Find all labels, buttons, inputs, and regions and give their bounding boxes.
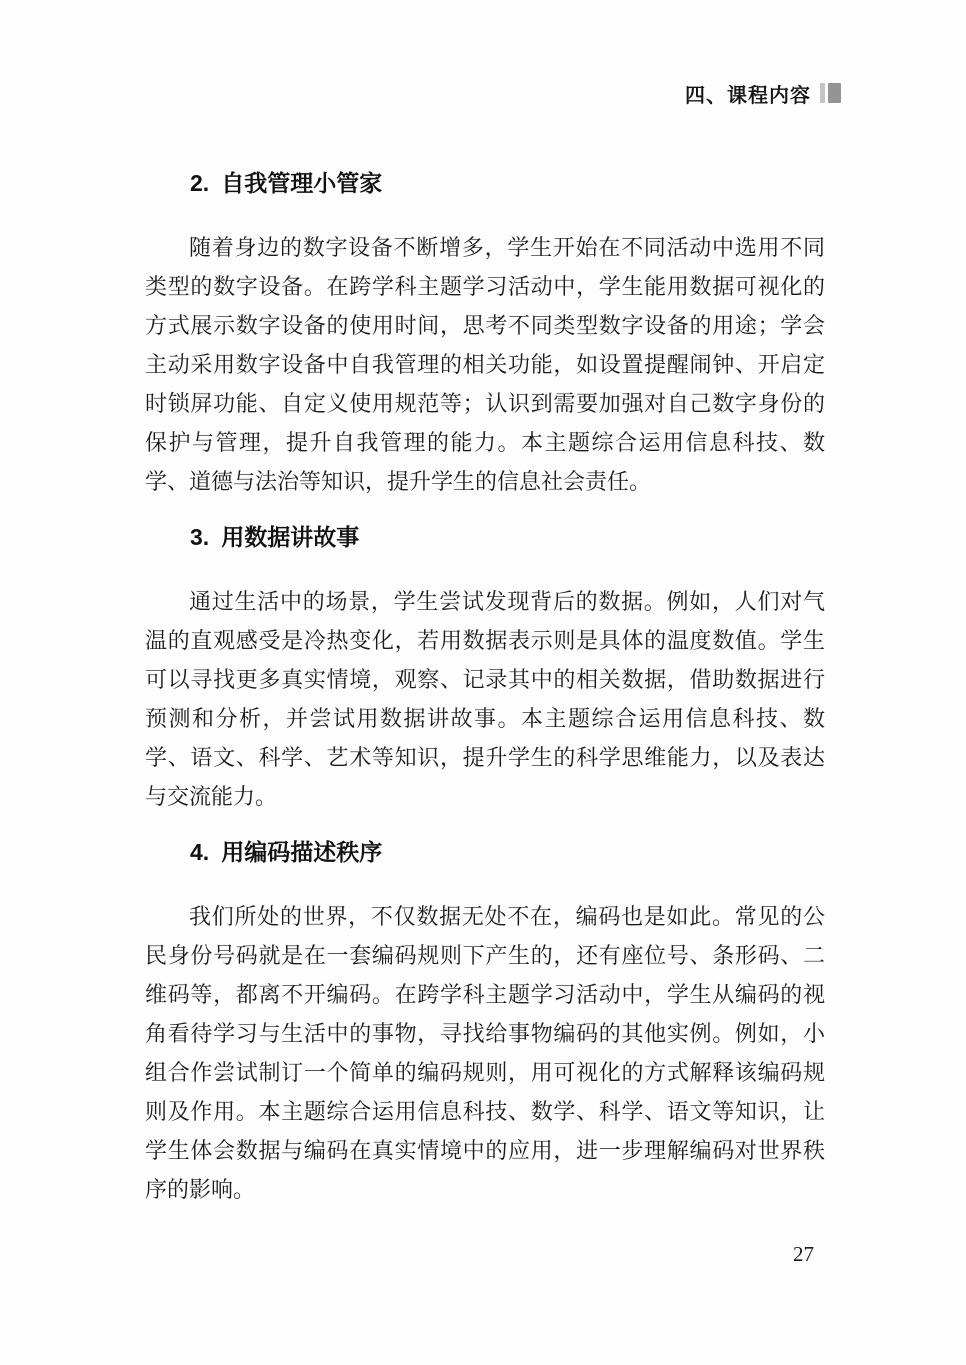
section-paragraph: [145, 897, 825, 1209]
section-self-management: [145, 168, 825, 501]
paragraph-line: 学、道德与法治等知识，提升学生的信息社会责任。: [145, 469, 652, 494]
running-header-title: 四、课程内容: [685, 84, 811, 107]
paragraph-line: 角看待学习与生活中的事物，寻找给事物编码的其他实例。例如，小: [145, 1021, 825, 1046]
section-data-storytelling: [145, 522, 825, 816]
paragraph-line: 学生体会数据与编码在真实情境中的应用，进一步理解编码对世界秩: [145, 1138, 825, 1163]
paragraph-line: 民身份号码就是在一套编码规则下产生的，还有座位号、条形码、二: [145, 943, 825, 968]
paragraph-line: 方式展示数字设备的使用时间，思考不同类型数字设备的用途；学会: [145, 313, 825, 338]
paragraph-line: 可以寻找更多真实情境，观察、记录其中的相关数据，借助数据进行: [145, 667, 825, 692]
section-title: 自我管理小管家: [221, 170, 383, 196]
page-content: [145, 168, 825, 1230]
section-paragraph: [145, 582, 825, 816]
section-number: 3.: [190, 524, 210, 550]
paragraph-line: 我们所处的世界，不仅数据无处不在，编码也是如此。常见的公: [189, 904, 825, 929]
section-number: 2.: [190, 170, 210, 196]
paragraph-line: 学、语文、科学、艺术等知识，提升学生的科学思维能力，以及表达: [145, 745, 825, 770]
paragraph-line: 序的影响。: [145, 1177, 256, 1202]
paragraph-line: 预测和分析，并尝试用数据讲故事。本主题综合运用信息科技、数: [145, 706, 825, 731]
paragraph-line: 维码等，都离不开编码。在跨学科主题学习活动中，学生从编码的视: [145, 982, 825, 1007]
paragraph-line: 类型的数字设备。在跨学科主题学习活动中，学生能用数据可视化的: [145, 274, 825, 299]
paragraph-line: 通过生活中的场景，学生尝试发现背后的数据。例如，人们对气: [189, 589, 825, 614]
section-heading-2: [145, 168, 825, 198]
section-paragraph: [145, 228, 825, 501]
page-number: 27: [793, 1242, 814, 1266]
paragraph-line: 主动采用数字设备中自我管理的相关功能，如设置提醒闹钟、开启定: [145, 352, 825, 377]
section-title: 用数据讲故事: [221, 524, 360, 550]
paragraph-line: 与交流能力。: [145, 784, 278, 809]
running-header: [685, 82, 841, 107]
section-heading-4: [145, 837, 825, 867]
paragraph-line: 时锁屏功能、自定义使用规范等；认识到需要加强对自己数字身份的: [145, 391, 825, 416]
section-title: 用编码描述秩序: [221, 839, 383, 865]
paragraph-line: 组合作尝试制订一个简单的编码规则，用可视化的方式解释该编码规: [145, 1060, 825, 1085]
paragraph-line: 温的直观感受是冷热变化，若用数据表示则是具体的温度数值。学生: [145, 628, 825, 653]
header-marker-thick-bar: [828, 83, 841, 103]
section-coding-order: [145, 837, 825, 1209]
paragraph-line: 随着身边的数字设备不断增多，学生开始在不同活动中选用不同: [189, 235, 825, 260]
section-heading-3: [145, 522, 825, 552]
paragraph-line: 保护与管理，提升自我管理的能力。本主题综合运用信息科技、数: [145, 430, 825, 455]
header-marker-thin-bar: [820, 83, 825, 103]
paragraph-line: 则及作用。本主题综合运用信息科技、数学、科学、语文等知识，让: [145, 1099, 825, 1124]
section-number: 4.: [190, 839, 210, 865]
